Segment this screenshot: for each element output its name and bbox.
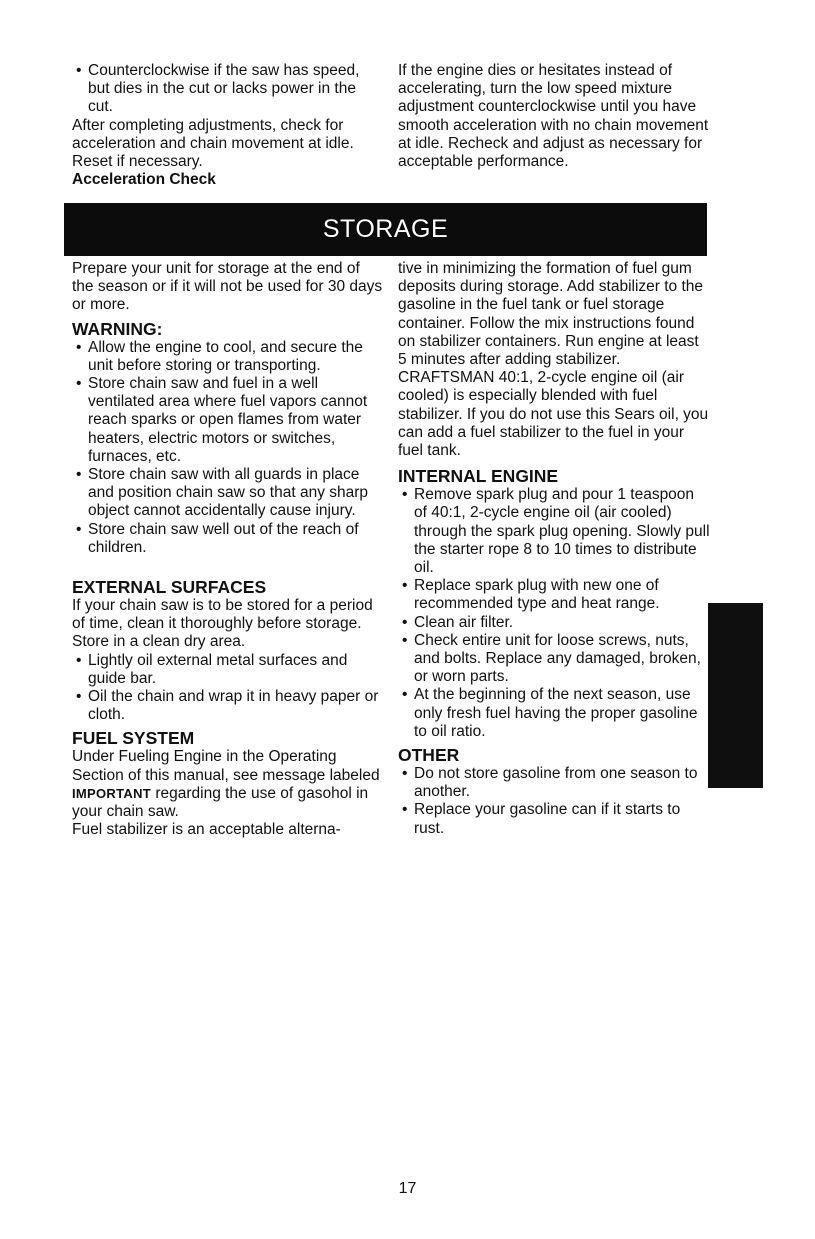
other-heading: OTHER — [398, 745, 460, 766]
external-surfaces-heading: EXTERNAL SURFACES — [72, 577, 267, 598]
internal-engine-heading: INTERNAL ENGINE — [398, 466, 559, 487]
list-item: • Do not store gasoline from one season to another. — [398, 765, 710, 801]
fuel-text-a: Under Fueling Engine in the Operating Section of this manual, see message labeled — [72, 748, 380, 784]
list-item: • Allow the engine to cool, and secure the unit before storing or transporting. — [72, 339, 384, 375]
paragraph: tive in minimizing the formation of fuel gum deposits during storage. Add stabilizer to the gasoline in the fuel tank or fuel storage container. Follow the mix instructions found on stabilizer containers. Run engine at least 5 minutes after adding stabilizer. — [398, 260, 704, 369]
top-right-column — [398, 62, 716, 171]
left-column — [72, 260, 384, 839]
list-item: • Store chain saw well out of the reach of children. — [72, 521, 384, 557]
right-column — [398, 260, 710, 838]
list-item: • Replace your gasoline can if it starts to rust. — [398, 801, 710, 837]
fuel-system-heading: FUEL SYSTEM — [72, 728, 195, 749]
banner-title: STORAGE — [322, 215, 449, 243]
other-list — [398, 765, 710, 838]
list-item: • Clean air filter. — [398, 614, 710, 632]
paragraph — [72, 748, 384, 821]
warning-heading: WARNING: — [72, 318, 163, 339]
acceleration-check-heading: Acceleration Check — [72, 171, 216, 189]
list-item: • Replace spark plug with new one of recommended type and heat range. — [398, 577, 710, 613]
internal-list — [398, 486, 710, 741]
page-number: 17 — [398, 1180, 417, 1197]
paragraph: Fuel stabilizer is an acceptable alterna- — [72, 821, 341, 839]
list-item: • Lightly oil external metal surfaces and guide bar. — [72, 652, 384, 688]
paragraph: CRAFTSMAN 40:1, 2-cycle engine oil (air cooled) is especially blended with fuel stabilizer. If you do not use this Sears oil, you can add a fuel stabilizer to the fuel in your fuel tank. — [398, 369, 709, 460]
list-item: • Store chain saw and fuel in a well ventilated area where fuel vapors cannot reach sparks or open flames from water heaters, electric motors or switches, furnaces, etc. — [72, 375, 384, 466]
list-item: • Remove spark plug and pour 1 teaspoon of 40:1, 2-cycle engine oil (air cooled) through the spark plug opening. Slowly pull the starter rope 8 to 10 times to distribute oil. — [398, 486, 710, 577]
paragraph: After completing adjustments, check for acceleration and chain movement at idle. Reset if necessary. — [72, 116, 354, 171]
list-item: • At the beginning of the next season, use only fresh fuel having the proper gasoline to oil ratio. — [398, 686, 710, 741]
section-tab — [708, 603, 763, 788]
storage-banner — [64, 203, 707, 256]
list-item: • Check entire unit for loose screws, nuts, and bolts. Replace any damaged, broken, or worn parts. — [398, 632, 710, 687]
top-left-column — [72, 62, 384, 189]
top-bullet-list — [72, 62, 384, 117]
list-item: • Store chain saw with all guards in place and position chain saw so that any sharp object cannot accidentally cause injury. — [72, 466, 384, 521]
important-label: IMPORTANT — [72, 785, 152, 801]
list-item: • Oil the chain and wrap it in heavy paper or cloth. — [72, 688, 384, 724]
paragraph: If your chain saw is to be stored for a period of time, clean it thoroughly before storage. Store in a clean dry area. — [72, 597, 373, 651]
list-item: • Counterclockwise if the saw has speed, but dies in the cut or lacks power in the cut. — [72, 62, 384, 117]
paragraph: If the engine dies or hesitates instead of accelerating, turn the low speed mixture adjustment counterclockwise until you have smooth acceleration with no chain movement at idle. Recheck and adjust as necessary for acceptable performance. — [398, 62, 709, 171]
external-list — [72, 652, 384, 725]
fuel-text-b: regarding the use of gasohol in your chain saw. — [72, 784, 369, 821]
intro-paragraph: Prepare your unit for storage at the end of the season or if it will not be used for 30 days or more. — [72, 260, 383, 314]
warning-list — [72, 339, 384, 557]
